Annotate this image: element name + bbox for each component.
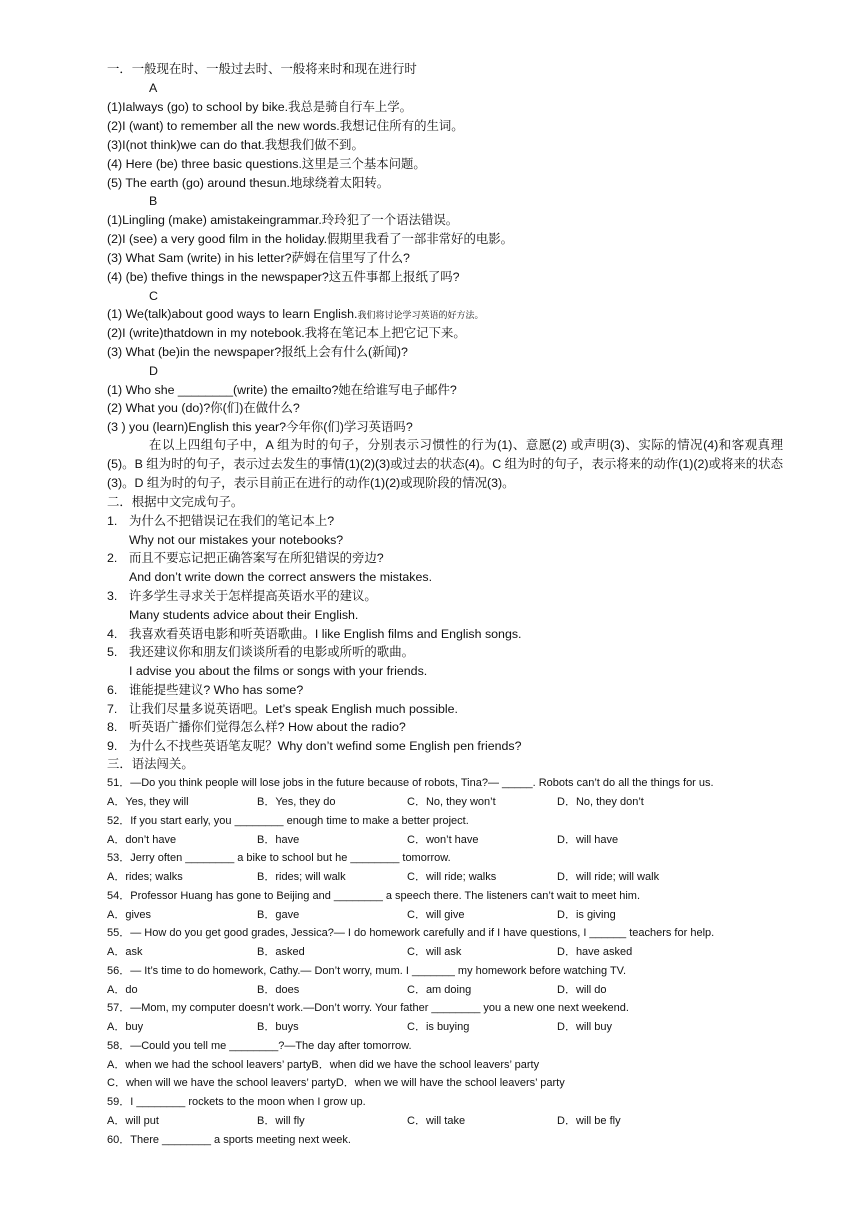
option-b: B．Yes, they do: [257, 796, 336, 808]
group-a-item: (5) The earth (go) around thesun.地球绕着太阳转。: [107, 176, 390, 190]
option-b: B．gave: [257, 909, 300, 921]
option-c: C．will ask: [407, 946, 462, 958]
group-d-label: D: [149, 364, 158, 378]
group-c-label: C: [149, 289, 158, 303]
item-number: 6.: [107, 683, 118, 697]
item-text: 谁能提些建议? Who has some?: [129, 683, 304, 697]
option-a: A．rides; walks: [107, 871, 183, 883]
option-d: D．have asked: [557, 946, 633, 958]
group-a-item: (1)Ialways (go) to school by bike.我总是骑自行车上学。: [107, 100, 413, 114]
option-c: C．will ride; walks: [407, 871, 497, 883]
option-d: D．will ride; will walk: [557, 871, 660, 883]
option-c: C．No, they won’t: [407, 796, 496, 808]
option-d: D．will be fly: [557, 1115, 621, 1127]
group-a-label: A: [149, 81, 158, 95]
question-stem: 58．—Could you tell me ________?—The day after tomorrow.: [107, 1040, 412, 1052]
option-a: A．will put: [107, 1115, 159, 1127]
group-b-item: (3) What Sam (write) in his letter?萨姆在信里写了什么?: [107, 251, 410, 265]
option-c: C．will take: [407, 1115, 466, 1127]
item-number: 5.: [107, 645, 118, 659]
option-d: D．is giving: [557, 909, 616, 921]
question-stem: 52．If you start early, you ________ enough time to make a better project.: [107, 815, 469, 827]
item-text: 为什么不找些英语笔友呢？Why don’t wefind some English pen friends?: [129, 739, 522, 753]
item-number: 1.: [107, 514, 118, 528]
item-text: 让我们尽量多说英语吧。Let’s speak English much possible.: [129, 702, 458, 716]
option-d: D．will buy: [557, 1021, 613, 1033]
question-stem: 53．Jerry often ________ a bike to school but he ________ tomorrow.: [107, 852, 451, 864]
option-b: B．asked: [257, 946, 305, 958]
question-stem: 59．I ________ rockets to the moon when I grow up.: [107, 1096, 366, 1108]
item-text: 听英语广播你们觉得怎么样? How about the radio?: [129, 720, 406, 734]
item-chinese: 为什么不把错误记在我们的笔记本上?: [129, 514, 335, 528]
question-stem: 54．Professor Huang has gone to Beijing and ________ a speech there. The listeners can’t wait to meet him.: [107, 890, 641, 902]
question-stem: 60．There ________ a sports meeting next week.: [107, 1134, 351, 1146]
group-b-label: B: [149, 194, 158, 208]
item-number: 8.: [107, 720, 118, 734]
section3-title: 三．语法闯关。: [107, 757, 194, 771]
group-c-item-translation: 我们将讨论学习英语的好方法。: [357, 310, 484, 320]
group-d-item: (2) What you (do)?你(们)在做什么?: [107, 401, 300, 415]
group-c-item: (3) What (be)in the newspaper?报纸上会有什么(新闻)?: [107, 345, 408, 359]
group-c-item: (2)I (write)thatdown in my notebook.我将在笔记本上把它记下来。: [107, 326, 466, 340]
question-stem: 57．—Mom, my computer doesn’t work.—Don’t worry. Your father ________ you a new one next weekend.: [107, 1002, 629, 1014]
item-number: 9.: [107, 739, 118, 753]
group-a-item: (3)I(not think)we can do that.我想我们做不到。: [107, 138, 364, 152]
group-a-item: (4) Here (be) three basic questions.这里是三个基本问题。: [107, 157, 426, 171]
group-b-item: (2)I (see) a very good film in the holiday.假期里我看了一部非常好的电影。: [107, 232, 514, 246]
group-b-item: (4) (be) thefive things in the newspaper?这五件事都上报纸了吗?: [107, 270, 460, 284]
item-number: 4.: [107, 627, 118, 641]
option-c: C．will give: [407, 909, 465, 921]
option-c: C．won’t have: [407, 834, 479, 846]
summary-paragraph: 在以上四组句子中，A 组为时的句子，分别表示习惯性的行为(1)、意愿(2) 或声明(3)、实际的情况(4)和客观真理(5)。B 组为时的句子，表示过去发生的事情(1)(2)(3)或过去的状态(4)。C 组为时的句子，表示将来的动作(1)(2)或将来的状态(3)。D 组为时的句子，表示目前正在进行的动作(1)(2)或现阶段的情况(3)。: [107, 438, 783, 490]
item-english: I advise you about the films or songs with your friends.: [129, 664, 428, 678]
item-chinese: 我还建议你和朋友们谈谈所看的电影或所听的歌曲。: [129, 645, 414, 659]
group-a-item: (2)I (want) to remember all the new words.我想记住所有的生词。: [107, 119, 464, 133]
option-a: A．Yes, they will: [107, 796, 189, 808]
option-a: A．ask: [107, 946, 143, 958]
option-d: D．No, they don’t: [557, 796, 644, 808]
item-chinese: 许多学生寻求关于怎样提高英语水平的建议。: [129, 589, 377, 603]
item-text: 我喜欢看英语电影和听英语歌曲。I like English films and English songs.: [129, 627, 522, 641]
item-english: And don’t write down the correct answers the mistakes.: [129, 570, 433, 584]
item-chinese: 而且不要忘记把正确答案写在所犯错误的旁边?: [129, 551, 384, 565]
option-c: C．am doing: [407, 984, 472, 996]
question-stem: 56．— It’s time to do homework, Cathy.— Don’t worry, mum. I _______ my homework before watching TV.: [107, 965, 627, 977]
option-b: B．will fly: [257, 1115, 305, 1127]
option-b: B．rides; will walk: [257, 871, 346, 883]
group-c-item: [107, 305, 483, 324]
item-number: 7.: [107, 702, 118, 716]
option-line: C．when will we have the school leavers’ partyD．when we will have the school leavers’ party: [107, 1077, 565, 1089]
option-b: B．have: [257, 834, 300, 846]
option-a: A．buy: [107, 1021, 144, 1033]
question-stem: 51．—Do you think people will lose jobs in the future because of robots, Tina?— _____. Robots can’t do all the things for us.: [107, 777, 714, 789]
option-a: A．do: [107, 984, 138, 996]
option-a: A．gives: [107, 909, 152, 921]
option-line: A．when we had the school leavers’ partyB．when did we have the school leavers’ party: [107, 1059, 540, 1071]
group-d-item: (1) Who she ________(write) the emailto?她在给谁写电子邮件?: [107, 383, 457, 397]
option-b: B．does: [257, 984, 300, 996]
option-d: D．will do: [557, 984, 607, 996]
item-english: Many students advice about their English.: [129, 608, 359, 622]
option-a: A．don’t have: [107, 834, 177, 846]
option-d: D．will have: [557, 834, 619, 846]
group-c-item-text: (1) We(talk)about good ways to learn English.: [107, 307, 358, 321]
group-b-item: (1)Lingling (make) amistakeingrammar.玲玲犯了一个语法错误。: [107, 213, 459, 227]
section2-title: 二．根据中文完成句子。: [107, 495, 244, 509]
question-stem: 55．— How do you get good grades, Jessica?— I do homework carefully and if I have questions, I ______ teachers for help.: [107, 927, 715, 939]
group-d-item: (3 ) you (learn)English this year?今年你(们)学习英语吗?: [107, 420, 413, 434]
item-english: Why not our mistakes your notebooks?: [129, 533, 344, 547]
section1-title: 一．一般现在时、一般过去时、一般将来时和现在进行时: [107, 62, 417, 76]
option-c: C．is buying: [407, 1021, 470, 1033]
option-b: B．buys: [257, 1021, 299, 1033]
item-number: 3.: [107, 589, 118, 603]
item-number: 2.: [107, 551, 118, 565]
